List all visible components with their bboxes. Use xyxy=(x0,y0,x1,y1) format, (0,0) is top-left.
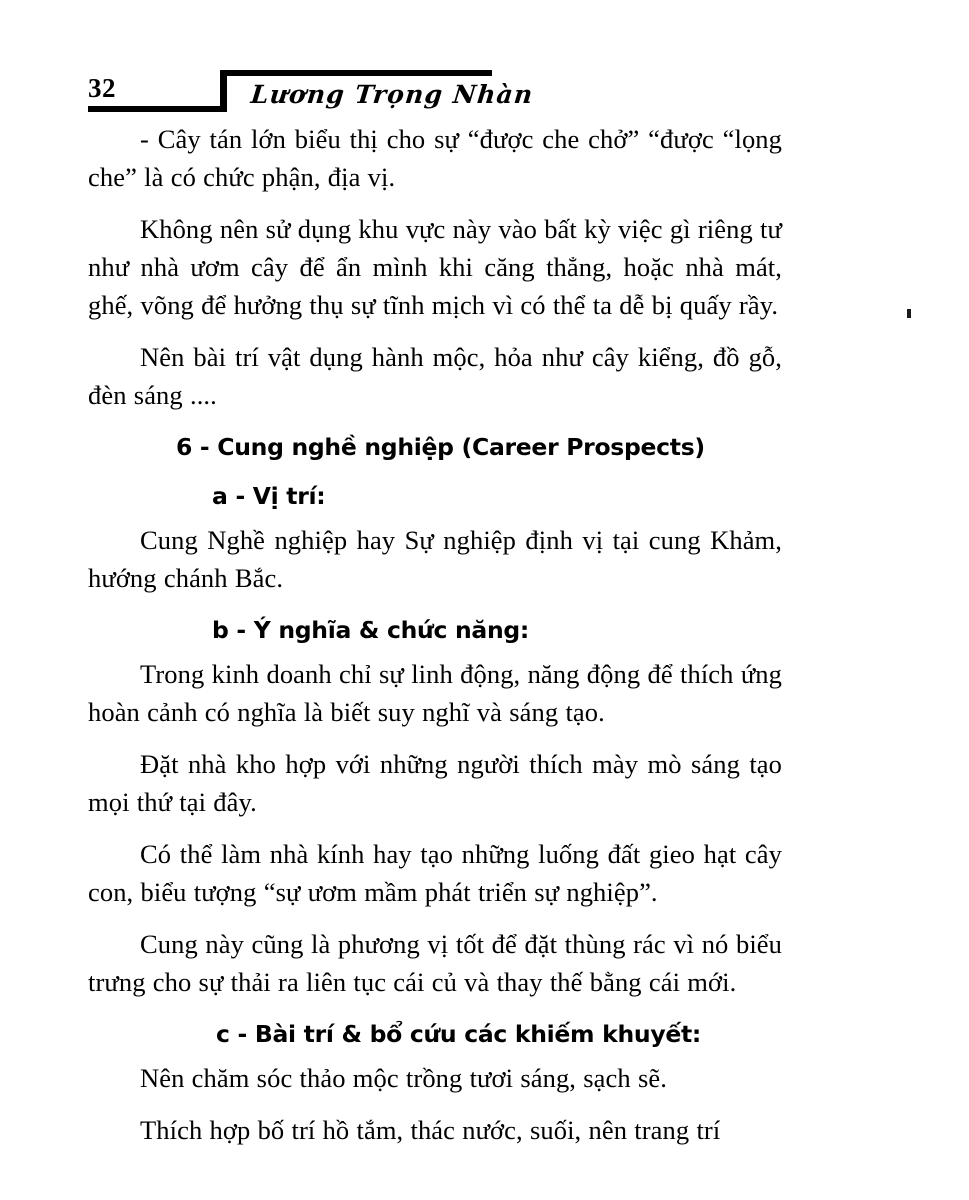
paragraph: Trong kinh doanh chỉ sự linh động, năng động để thích ứng hoàn cảnh có nghĩa là biết suy nghĩ và sáng tạo. xyxy=(88,659,782,727)
paragraph: Nên chăm sóc thảo mộc trồng tươi sáng, sạch sẽ. xyxy=(140,1063,667,1093)
paragraph: Nên bài trí vật dụng hành mộc, hỏa như cây kiểng, đồ gỗ, đèn sáng .... xyxy=(88,342,782,410)
author-name: Lương Trọng Nhàn xyxy=(249,80,535,109)
header-rule-vertical xyxy=(220,70,227,112)
paragraph: Có thể làm nhà kính hay tạo những luống đất gieo hạt cây con, biểu tượng “sự ươm mầm phát triển sự nghiệp”. xyxy=(88,839,782,907)
paragraph: Đặt nhà kho hợp với những người thích mày mò sáng tạo mọi thứ tại đây. xyxy=(88,749,782,817)
paragraph: Cung này cũng là phương vị tốt để đặt thùng rác vì nó biểu trưng cho sự thải ra liên tục cái củ và thay thế bằng cái mới. xyxy=(88,929,782,997)
subsection-heading-b: b - Ý nghĩa & chức năng: xyxy=(212,616,530,644)
text-column xyxy=(88,120,782,1149)
subsection-heading-a: a - Vị trí: xyxy=(212,482,326,510)
paragraph: Không nên sử dụng khu vực này vào bất kỳ việc gì riêng tư như nhà ươm cây để ẩn mình khi căng thẳng, hoặc nhà mát, ghế, võng để hưởng thụ sự tĩnh mịch vì có thể ta dễ bị quấy rầy. xyxy=(88,214,782,320)
page-header xyxy=(88,58,788,118)
header-rule-under-folio xyxy=(88,106,220,112)
paragraph: - Cây tán lớn biểu thị cho sự “được che chở” “được “lọng che” là có chức phận, địa vị. xyxy=(88,124,782,192)
page-number: 32 xyxy=(88,73,116,103)
scan-artifact-speck xyxy=(907,309,911,318)
paragraph: Cung Nghề nghiệp hay Sự nghiệp định vị tại cung Khảm, hướng chánh Bắc. xyxy=(88,525,782,593)
section-heading-6: 6 - Cung nghề nghiệp (Career Prospects) xyxy=(176,433,705,461)
paragraph: Thích hợp bố trí hồ tắm, thác nước, suối, nên trang trí xyxy=(140,1115,721,1145)
header-rule-over-name xyxy=(220,70,492,76)
subsection-heading-c: c - Bài trí & bổ cứu các khiếm khuyết: xyxy=(216,1020,702,1048)
